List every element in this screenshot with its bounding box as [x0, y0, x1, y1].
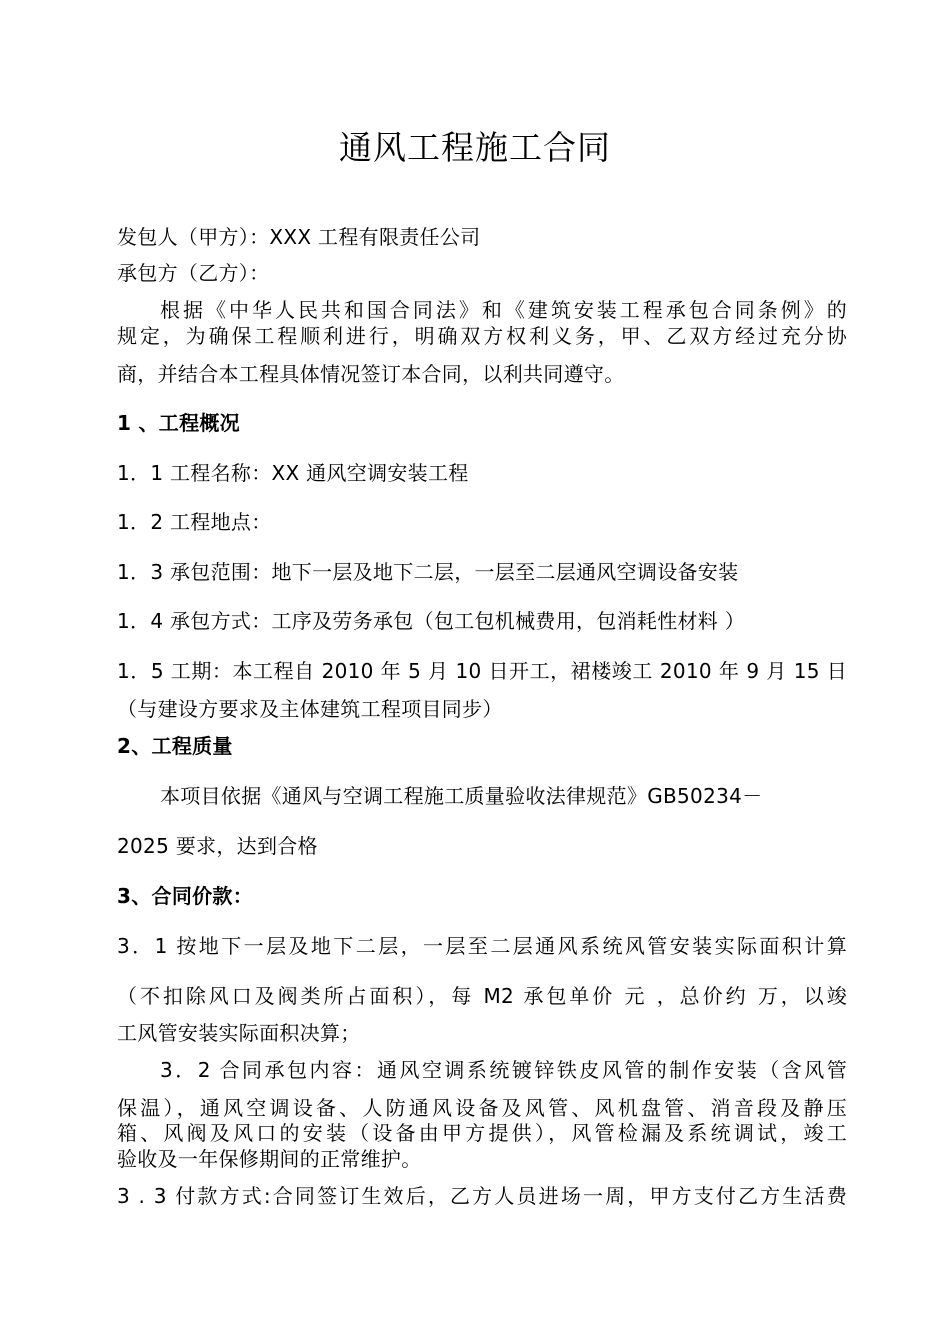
- party-b-line: 承包方（乙方）：: [117, 261, 270, 285]
- clause-1-5-cont: （与建设方要求及主体建筑工程项目同步）: [117, 697, 503, 721]
- preamble-line-2: 规定，为确保工程顺利进行，明确双方权利义务，甲、乙双方经过充分协: [117, 324, 847, 348]
- section-2-heading: 2、工程质量: [117, 734, 233, 758]
- preamble-line-1: 根据《中华人民共和国合同法》和《建筑安装工程承包合同条例》的: [160, 298, 847, 322]
- preamble-line-3: 商，并结合本工程具体情况签订本合同，以利共同遵守。: [117, 362, 625, 386]
- clause-3-1-cont-2: 工风管安装实际面积决算；: [117, 1021, 361, 1045]
- clause-3-1: 3．1 按地下一层及地下二层，一层至二层通风系统风管安装实际面积计算: [117, 934, 847, 958]
- document-title: 通风工程施工合同: [339, 128, 611, 167]
- clause-3-2: 3．2 合同承包内容：通风空调系统镀锌铁皮风管的制作安装（含风管: [160, 1058, 847, 1082]
- clause-1-5: 1．5 工期：本工程自 2010 年 5 月 10 日开工，裙楼竣工 2010 年 9 月 15 日: [117, 659, 847, 683]
- clause-1-4: 1．4 承包方式：工序及劳务承包（包工包机械费用，包消耗性材料 ）: [117, 609, 746, 633]
- clause-1-1: 1．1 工程名称：XX 通风空调安装工程: [117, 461, 469, 485]
- quality-line-2: 2025 要求，达到合格: [117, 834, 318, 858]
- section-3-heading: 3、合同价款：: [117, 884, 254, 908]
- clause-3-2-cont-2: 箱、风阀及风口的安装（设备由甲方提供），风管检漏及系统调试，竣工: [117, 1121, 847, 1145]
- quality-line-1: 本项目依据《通风与空调工程施工质量验收法律规范》GB50234－: [160, 784, 763, 808]
- section-1-heading: 1 、工程概况: [117, 411, 240, 435]
- clause-1-2: 1．2 工程地点：: [117, 510, 272, 534]
- party-a-line: 发包人（甲方）：XXX 工程有限责任公司: [117, 225, 481, 249]
- clause-3-2-cont-3: 验收及一年保修期间的正常维护。: [117, 1147, 422, 1171]
- clause-3-1-cont-1: （不扣除风口及阀类所占面积），每 M2 承包单价 元 ，总价约 万，以竣: [117, 984, 847, 1008]
- clause-3-2-cont-1: 保温），通风空调设备、人防通风设备及风管、风机盘管、消音段及静压: [117, 1096, 847, 1120]
- clause-1-3: 1．3 承包范围：地下一层及地下二层，一层至二层通风空调设备安装: [117, 560, 739, 584]
- clause-3-3: 3 . 3 付款方式:合同签订生效后，乙方人员进场一周，甲方支付乙方生活费: [117, 1184, 847, 1208]
